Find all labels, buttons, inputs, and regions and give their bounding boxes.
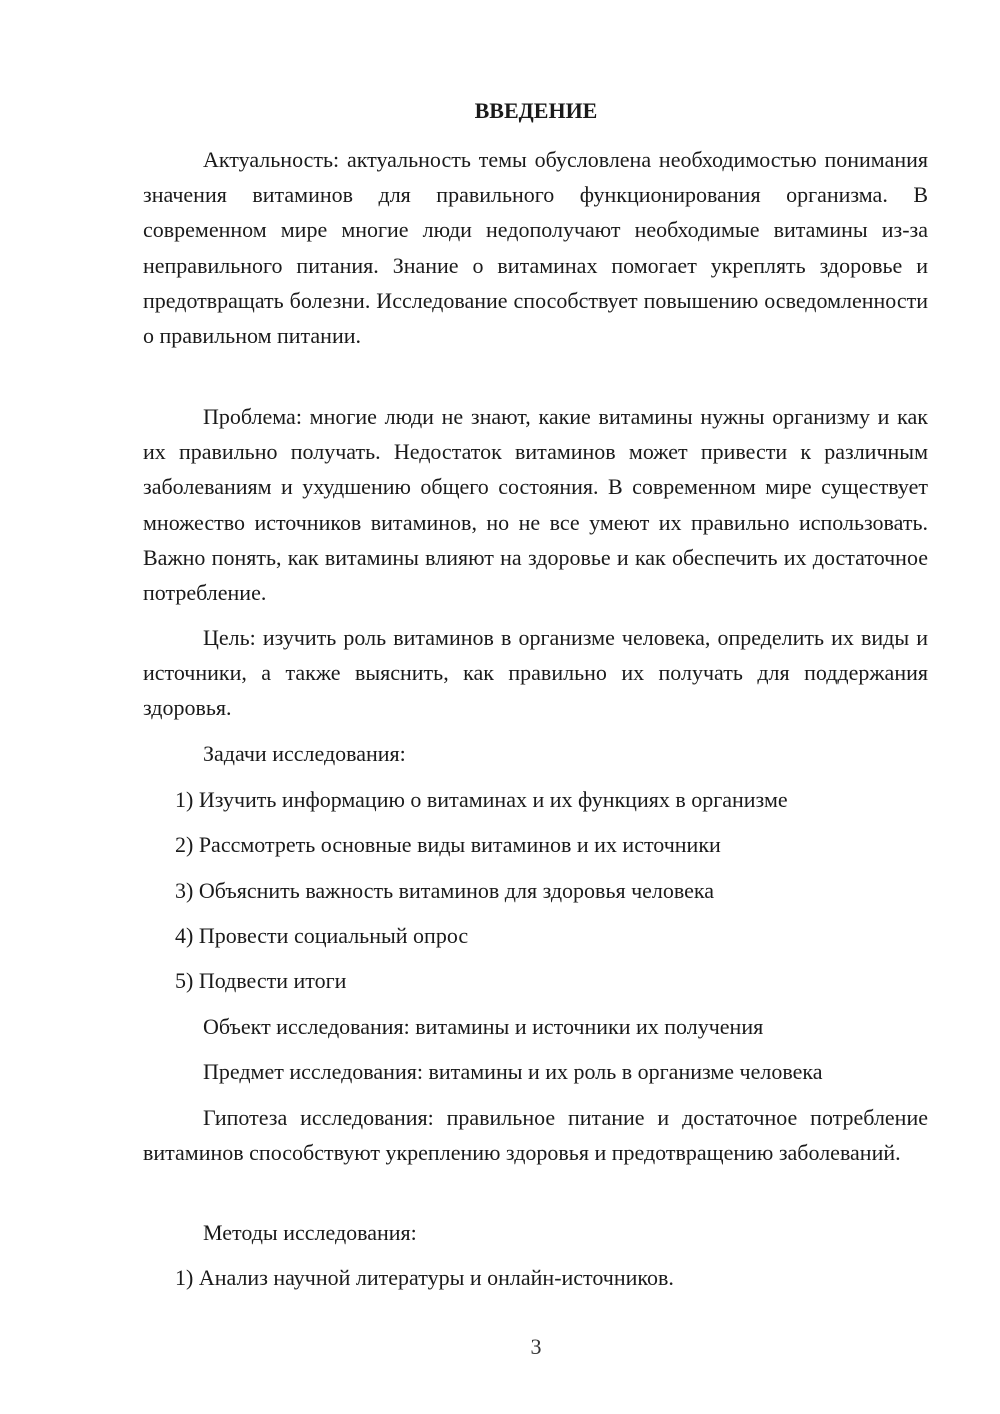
goal-paragraph: Цель: изучить роль витаминов в организме человека, определить их виды и источники, а также выяснить, как правильно их получать для поддержания здоровья. <box>143 625 928 721</box>
task-item: 4) Провести социальный опрос <box>175 923 469 948</box>
hypothesis-paragraph: Гипотеза исследования: правильное питание и достаточное потребление витаминов способствуют укреплению здоровья и предотвращению заболеваний. <box>143 1105 928 1166</box>
page-title: ВВЕДЕНИЕ <box>474 98 598 123</box>
page-number: 3 <box>530 1334 542 1359</box>
research-object: Объект исследования: витамины и источники их получения <box>203 1014 764 1039</box>
research-subject: Предмет исследования: витамины и их роль в организме человека <box>203 1059 823 1084</box>
problem-paragraph: Проблема: многие люди не знают, какие витамины нужны организму и как их правильно получать. Недостаток витаминов может привести к различным заболеваниям и ухудшению общего состояния. В современном мире существует множество источников витаминов, но не все умеют их правильно использовать. Важно понять, как витамины влияют на здоровье и как обеспечить их достаточное потребление. <box>143 404 928 606</box>
task-item: 3) Объяснить важность витаминов для здоровья человека <box>175 878 715 903</box>
method-item: 1) Анализ научной литературы и онлайн-источников. <box>175 1265 674 1290</box>
methods-heading: Методы исследования: <box>203 1220 417 1245</box>
tasks-heading: Задачи исследования: <box>203 741 406 766</box>
task-item: 5) Подвести итоги <box>175 968 347 993</box>
task-item: 2) Рассмотреть основные виды витаминов и их источники <box>175 832 721 857</box>
task-item: 1) Изучить информацию о витаминах и их функциях в организме <box>175 787 788 812</box>
relevance-paragraph: Актуальность: актуальность темы обусловлена необходимостью понимания значения витаминов для правильного функционирования организма. В современном мире многие люди недополучают необходимые витамины из-за неправильного питания. Знание о витаминах помогает укреплять здоровье и предотвращать болезни. Исследование способствует повышению осведомленности о правильном питании. <box>143 147 928 349</box>
